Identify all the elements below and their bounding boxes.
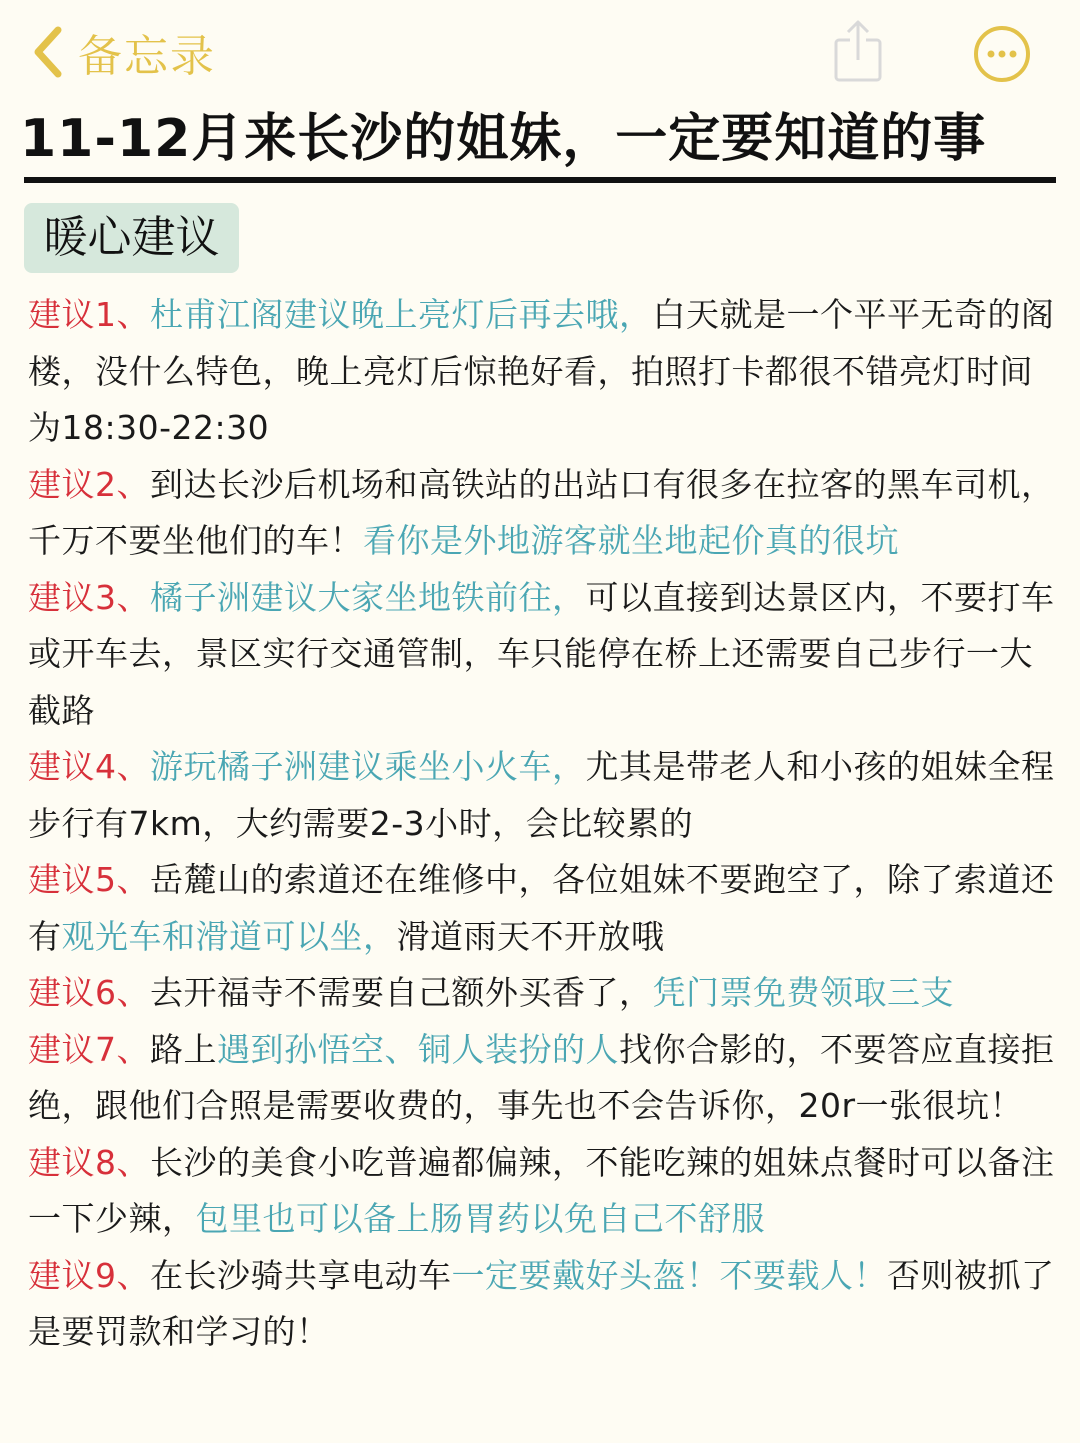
tip-text: 到达长沙后机场和高铁站的出站口有很多在拉客的黑车司机，千万不要坐他们的车！ <box>28 464 1055 560</box>
tip-item <box>28 1022 1056 1135</box>
tip-text: 找你合影的，不要答应直接拒绝，跟他们合照是需要收费的，事先也不会告诉你，20r一张很坑！ <box>28 1029 1055 1125</box>
tip-highlight: 一定要戴好头盔！不要载人！ <box>451 1255 887 1295</box>
section-heading: 暖心建议 <box>24 203 239 273</box>
tip-item <box>28 1135 1056 1248</box>
tip-text: 在长沙骑共享电动车 <box>150 1255 452 1295</box>
tips-list <box>28 287 1056 1361</box>
tip-label: 建议5、 <box>28 860 150 899</box>
tip-label: 建议8、 <box>28 1142 150 1182</box>
chevron-left-icon <box>30 24 64 80</box>
share-button[interactable] <box>830 18 886 84</box>
note-title: 11-12月来长沙的姐妹，一定要知道的事 <box>20 109 987 169</box>
tip-text: 路上 <box>150 1029 217 1069</box>
back-label: 备忘录 <box>78 31 216 82</box>
tip-highlight: 橘子洲建议大家坐地铁前往， <box>150 577 586 617</box>
tip-highlight: 杜甫江阁建议晚上亮灯后再去哦， <box>150 295 653 334</box>
tip-label: 建议1、 <box>28 295 150 334</box>
tip-item <box>28 965 1056 1022</box>
tip-item <box>28 287 1056 457</box>
tip-item <box>28 457 1056 570</box>
more-icon <box>972 24 1032 84</box>
tip-label: 建议2、 <box>28 464 150 504</box>
tip-item <box>28 1248 1056 1361</box>
tip-item <box>28 739 1056 852</box>
tip-text: 尤其是带老人和小孩的姐妹全程步行有7km，大约需要2-3小时，会比较累的 <box>28 747 1055 843</box>
tip-text: 去开福寺不需要自己额外买香了， <box>150 973 653 1012</box>
tip-text: 长沙的美食小吃普遍都偏辣，不能吃辣的姐妹点餐时可以备注一下少辣， <box>28 1142 1055 1238</box>
tip-highlight: 观光车和滑道可以坐， <box>61 916 397 956</box>
tip-text: 白天就是一个平平无奇的阁楼，没什么特色，晚上亮灯后惊艳好看，拍照打卡都很不错亮灯时间为18:30-22:30 <box>28 295 1055 447</box>
share-icon <box>830 18 886 84</box>
tip-highlight: 凭门票免费领取三支 <box>652 973 954 1012</box>
tip-label: 建议6、 <box>28 973 150 1012</box>
tip-item <box>28 570 1056 740</box>
tip-label: 建议3、 <box>28 577 150 617</box>
back-button[interactable] <box>30 22 216 82</box>
tip-label: 建议4、 <box>28 747 150 786</box>
tip-item <box>28 852 1056 965</box>
title-divider <box>24 177 1056 183</box>
tip-text: 可以直接到达景区内，不要打车或开车去，景区实行交通管制，车只能停在桥上还需要自己步行一大截路 <box>28 577 1055 730</box>
tip-highlight: 遇到孙悟空、铜人装扮的人 <box>217 1029 619 1069</box>
top-nav-bar <box>0 0 1080 104</box>
tip-text: 岳麓山的索道还在维修中，各位姐妹不要跑空了，除了索道还有 <box>28 860 1055 956</box>
tip-highlight: 游玩橘子洲建议乘坐小火车， <box>150 747 586 786</box>
tip-highlight: 包里也可以备上肠胃药以免自己不舒服 <box>195 1199 765 1238</box>
tip-text: 滑道雨天不开放哦 <box>396 916 665 956</box>
tip-text: 否则被抓了是要罚款和学习的！ <box>28 1255 1055 1351</box>
tip-label: 建议9、 <box>28 1255 150 1295</box>
tip-label: 建议7、 <box>28 1029 150 1069</box>
tip-highlight: 看你是外地游客就坐地起价真的很坑 <box>363 521 899 560</box>
more-button[interactable] <box>972 24 1032 84</box>
